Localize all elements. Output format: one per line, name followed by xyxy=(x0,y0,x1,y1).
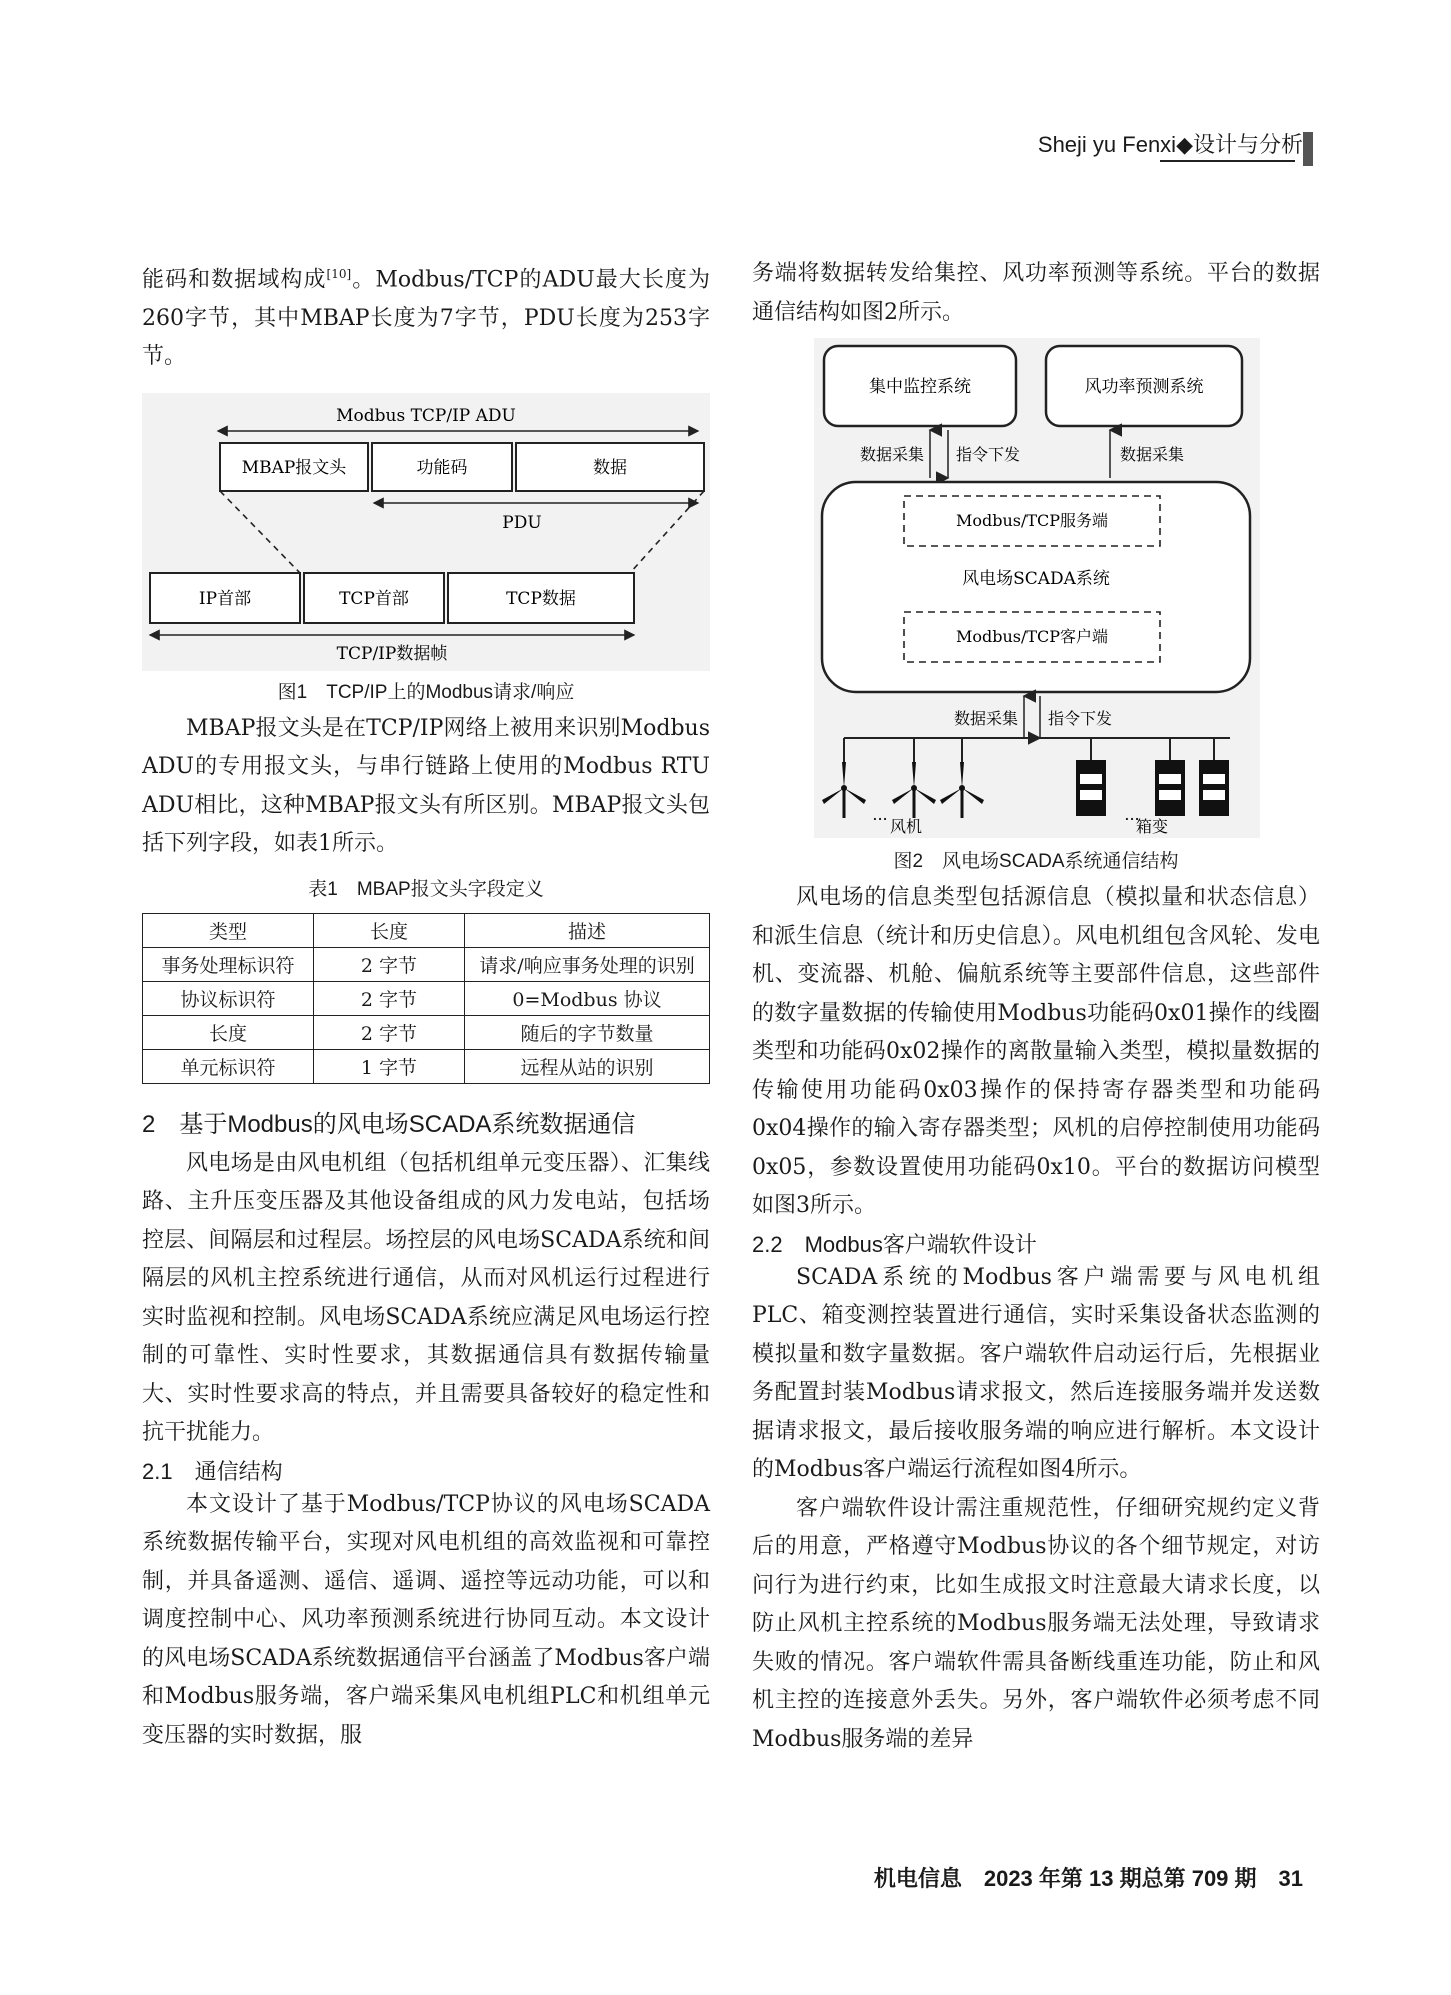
table-cell: 2 字节 xyxy=(314,947,465,981)
table-cell: 2 字节 xyxy=(314,1015,465,1049)
paragraph-info-types: 风电场的信息类型包括源信息（模拟量和状态信息）和派生信息（统计和历史信息）。风电机组包含风轮、发电机、变流器、机舱、偏航系统等主要部件信息，这些部件的数字量数据的传输使用Modbus功能码0x01操作的线圈类型和功能码0x02操作的离散量输入类型，模拟量数据的传输使用功能码0x03操作的保持寄存器类型和功能码0x04操作的输入寄存器类型；风机的启停控制使用功能码0x05，参数设置使用功能码0x10。平台的数据访问模型如图3所示。 xyxy=(752,885,1320,1218)
table-row xyxy=(143,1049,710,1083)
data-collect-label-3: 数据采集 xyxy=(953,709,1018,728)
box-transformer-icon xyxy=(1076,760,1106,816)
table-cell: 0=Modbus 协议 xyxy=(465,981,710,1015)
box-transformer-label: 箱变 xyxy=(1135,817,1169,836)
wind-turbine-icon xyxy=(892,762,936,818)
section-2-heading: 2 基于Modbus的风电场SCADA系统数据通信 xyxy=(142,1110,636,1138)
data-collect-label: 数据采集 xyxy=(859,445,924,464)
ip-header-box: IP首部 xyxy=(198,588,252,609)
paragraph-continued: 务端将数据转发给集控、风功率预测等系统。平台的数据通信结构如图2所示。 xyxy=(752,261,1320,325)
tcp-header-box: TCP首部 xyxy=(339,588,409,609)
mbap-box: MBAP报文头 xyxy=(241,457,347,478)
figure-2 xyxy=(814,338,1260,838)
intro-text-cont: 。Modbus/TCP的ADU最大长度为260字节，其中MBAP长度为7字节，PDU长度为253字节。 xyxy=(142,267,710,370)
table-cell: 协议标识符 xyxy=(143,981,314,1015)
table-header-cell: 长度 xyxy=(314,913,465,947)
ellipsis-turbines: ... xyxy=(872,805,888,824)
intro-text: 能码和数据域构成 xyxy=(142,267,327,293)
table-cell: 随后的字节数量 xyxy=(465,1015,710,1049)
turbine-label: 风机 xyxy=(889,817,923,836)
data-collect-label-2: 数据采集 xyxy=(1120,445,1185,464)
table-cell: 远程从站的识别 xyxy=(465,1049,710,1083)
paragraph-platform: 本文设计了基于Modbus/TCP协议的风电场SCADA系统数据传输平台，实现对风电机组的高效监视和可靠控制，并具备遥测、遥信、遥调、遥控等远动功能，可以和调度控制中心、风功率预测系统进行协同互动。本文设计的风电场SCADA系统数据通信平台涵盖了Modbus客户端和Modbus服务端，客户端采集风电机组PLC和机组单元变压器的实时数据，服 xyxy=(142,1491,710,1748)
table-header-cell: 类型 xyxy=(143,913,314,947)
modbus-client-box: Modbus/TCP客户端 xyxy=(955,627,1109,646)
left-column xyxy=(142,255,710,1755)
ellipsis-boxes: ... xyxy=(1124,805,1140,824)
table-row xyxy=(143,1015,710,1049)
tcp-data-box: TCP数据 xyxy=(506,588,576,609)
section-2-2-heading: 2.2 Modbus客户端软件设计 xyxy=(752,1231,1037,1257)
right-column xyxy=(752,255,1320,1759)
power-forecast-box: 风功率预测系统 xyxy=(1084,377,1204,397)
table-cell: 事务处理标识符 xyxy=(143,947,314,981)
box-transformer-icon xyxy=(1155,760,1185,816)
citation: [10] xyxy=(326,267,352,281)
scada-system-label: 风电场SCADA系统 xyxy=(962,569,1110,589)
table-cell: 1 字节 xyxy=(314,1049,465,1083)
header-rule xyxy=(1160,160,1295,162)
table-header-row xyxy=(143,913,710,947)
table-cell: 2 字节 xyxy=(314,981,465,1015)
running-header: Sheji yu Fenxi◆设计与分析 xyxy=(1037,132,1303,157)
figure-2-diagram xyxy=(814,338,1260,838)
table-1 xyxy=(142,913,710,1084)
wind-turbine-icon xyxy=(940,762,984,818)
header-bar xyxy=(1303,132,1313,166)
journal-footer: 机电信息 2023 年第 13 期总第 709 期 31 xyxy=(873,1866,1303,1891)
box-transformer-icon xyxy=(1199,760,1229,816)
paragraph-client-design: 客户端软件设计需注重规范性，仔细研究规约定义背后的用意，严格遵守Modbus协议的各个细节规定，对访问行为进行约束，比如生成报文时注意最大请求长度，以防止风机主控系统的Modbus服务端无法处理，导致请求失败的情况。客户端软件需具备断线重连功能，防止和风机主控的连接意外丢失。另外，客户端软件必须考虑不同Modbus服务端的差异 xyxy=(752,1495,1320,1752)
adu-label: Modbus TCP/IP ADU xyxy=(336,405,516,426)
central-monitor-box: 集中监控系统 xyxy=(869,377,971,397)
figure-2-caption: 图2 风电场SCADA系统通信结构 xyxy=(893,851,1179,872)
figure-1 xyxy=(142,393,710,671)
table-row xyxy=(143,981,710,1015)
wind-turbine-icon xyxy=(822,762,866,818)
figure-1-caption: 图1 TCP/IP上的Modbus请求/响应 xyxy=(277,681,575,703)
table-cell: 请求/响应事务处理的识别 xyxy=(465,947,710,981)
function-code-box: 功能码 xyxy=(416,457,468,478)
table-cell: 长度 xyxy=(143,1015,314,1049)
frame-label: TCP/IP数据帧 xyxy=(336,643,448,664)
paragraph-client: SCADA系统的Modbus客户端需要与风电机组PLC、箱变测控装置进行通信，实时采集设备状态监测的模拟量和数字量数据。客户端软件启动运行后，先根据业务配置封装Modbus请求报文，然后连接服务端并发送数据请求报文，最后接收服务端的响应进行解析。本文设计的Modbus客户端运行流程如图4所示。 xyxy=(752,1264,1320,1482)
paragraph-intro xyxy=(142,255,710,377)
paragraph-windfarm: 风电场是由风电机组（包括机组单元变压器）、汇集线路、主升压变压器及其他设备组成的风力发电站，包括场控层、间隔层和过程层。场控层的风电场SCADA系统和间隔层的风机主控系统进行通信，从而对风机运行过程进行实时监视和控制。风电场SCADA系统应满足风电场运行控制的可靠性、实时性要求，其数据通信具有数据传输量大、实时性要求高的特点，并且需要具备较好的稳定性和抗干扰能力。 xyxy=(142,1150,710,1446)
command-label-2: 指令下发 xyxy=(1048,709,1113,728)
table-row xyxy=(143,947,710,981)
table-header-cell: 描述 xyxy=(465,913,710,947)
figure-1-diagram xyxy=(142,393,710,671)
pdu-label: PDU xyxy=(502,512,542,533)
section-2-1-heading: 2.1 通信结构 xyxy=(142,1458,283,1484)
modbus-server-box: Modbus/TCP服务端 xyxy=(955,511,1109,530)
table-1-caption: 表1 MBAP报文头字段定义 xyxy=(308,878,544,900)
paragraph-mbap: MBAP报文头是在TCP/IP网络上被用来识别Modbus ADU的专用报文头，与串行链路上使用的Modbus RTU ADU相比，这种MBAP报文头有所区别。MBAP报文头包括下列字段，如表1所示。 xyxy=(142,715,710,857)
data-box: 数据 xyxy=(593,457,627,478)
table-cell: 单元标识符 xyxy=(143,1049,314,1083)
command-label: 指令下发 xyxy=(956,445,1021,464)
